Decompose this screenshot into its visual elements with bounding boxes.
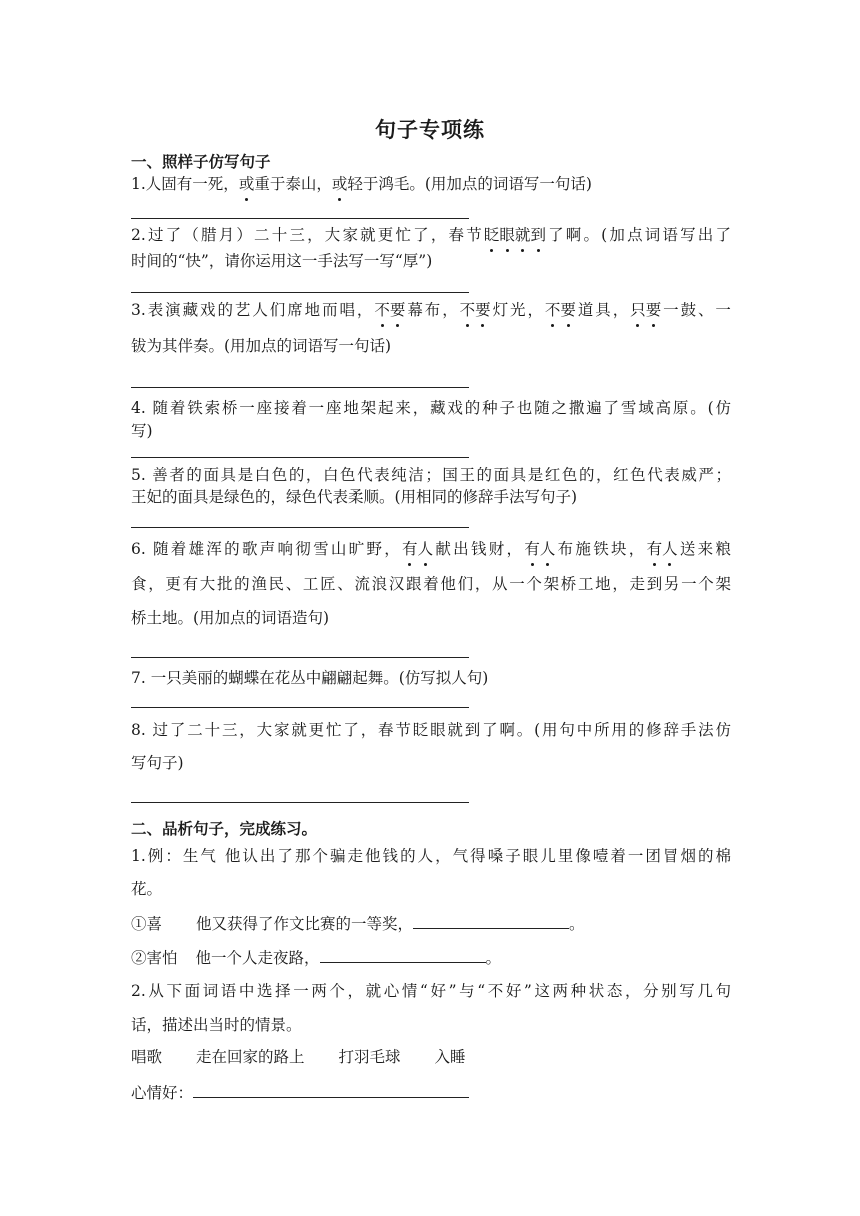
question-3-line1: 3.表演藏戏的艺人们席地而唱，不要幕布，不要灯光，不要道具，只要一鼓、一 — [131, 301, 731, 319]
good-mood-row: 心情好： — [131, 1081, 731, 1104]
question-6-line2: 食，更有大批的渔民、工匠、流浪汉跟着他们，从一个架桥工地，走到另一个架 — [131, 575, 731, 593]
blank-good-mood[interactable] — [193, 1081, 469, 1098]
word-choice: 走在回家的路上 — [196, 1048, 305, 1066]
emphasis-dot: 要 — [645, 301, 662, 319]
emphasis-dot: 只 — [630, 301, 646, 319]
answer-line-2[interactable] — [131, 292, 469, 293]
blank-joy[interactable] — [413, 912, 569, 929]
answer-line-1[interactable] — [131, 218, 469, 219]
emphasis-dot: 要 — [389, 301, 406, 319]
word-choice: 入睡 — [434, 1048, 466, 1066]
question-5-line1: 5. 善者的面具是白色的，白色代表纯洁；国王的面具是红色的，红色代表威严； — [131, 466, 731, 484]
question-4-line1: 4. 随着铁索桥一座接着一座地架起来，藏戏的种子也随之撒遍了雪域高原。(仿 — [131, 399, 731, 417]
word-choice: 唱歌 — [131, 1048, 163, 1066]
question-6-line1: 6. 随着雄浑的歌声响彻雪山旷野，有人献出钱财，有人布施铁块，有人送来粮 — [131, 540, 731, 558]
section2-question-1-line2: 花。 — [131, 880, 163, 898]
answer-line-5[interactable] — [131, 527, 469, 528]
emphasis-dot: 要 — [475, 301, 491, 319]
section1-heading: 一、照样子仿写句子 — [131, 153, 271, 171]
answer-line-4[interactable] — [131, 457, 469, 458]
question-3-line2: 钹为其伴奏。(用加点的词语写一句话) — [131, 337, 392, 355]
question-1: 1.人固有一死，或重于泰山，或轻于鸿毛。(用加点的词语写一句话) — [131, 175, 592, 193]
example-joy: ①喜 他又获得了作文比赛的一等奖， 。 — [131, 912, 731, 935]
page-title: 句子专项练 — [375, 118, 485, 142]
emphasis-dot: 或 — [331, 175, 348, 193]
question-2-line1: 2.过了（腊月）二十三，大家就更忙了，春节眨眼就到了啊。(加点词语写出了 — [131, 226, 731, 244]
answer-line-6[interactable] — [131, 657, 469, 658]
emphasis-dot: 就 — [514, 226, 531, 244]
emphasis-dot: 不 — [374, 301, 390, 319]
section2-question-2-line2: 话，描述出当时的情景。 — [131, 1016, 302, 1034]
question-5-line2: 王妃的面具是绿色的，绿色代表柔顺。(用相同的修辞手法写句子) — [131, 488, 578, 506]
word-choice: 打羽毛球 — [338, 1048, 401, 1066]
emphasis-dot: 人 — [417, 540, 434, 558]
answer-line-3[interactable] — [131, 387, 469, 388]
word-choices — [131, 1046, 731, 1068]
question-8-line1: 8. 过了二十三，大家就更忙了，春节眨眼就到了啊。(用句中所用的修辞手法仿 — [131, 721, 731, 739]
answer-line-7[interactable] — [131, 707, 469, 708]
emphasis-dot: 有 — [524, 540, 540, 558]
example-fear: ②害怕 他一个人走夜路， 。 — [131, 946, 731, 969]
emphasis-dot: 不 — [459, 301, 476, 319]
question-8-line2: 写句子) — [131, 754, 184, 772]
emphasis-dot: 或 — [238, 175, 255, 193]
emphasis-dot: 有 — [646, 540, 663, 558]
emphasis-dot: 有 — [402, 540, 418, 558]
emphasis-dot: 到 — [530, 226, 546, 244]
section2-question-2-line1: 2.从下面词语中选择一两个，就心情“好”与“不好”这两种状态，分别写几句 — [131, 982, 731, 1000]
question-7-line1: 7. 一只美丽的蝴蝶在花丛中翩翩起舞。(仿写拟人句) — [131, 669, 489, 687]
emphasis-dot: 眨 — [483, 226, 500, 244]
blank-fear[interactable] — [320, 946, 486, 963]
emphasis-dot: 不 — [544, 301, 561, 319]
emphasis-dot: 人 — [662, 540, 678, 558]
section2-question-1-line1: 1.例：生气 他认出了那个骗走他钱的人，气得嗓子眼儿里像噎着一团冒烟的棉 — [131, 847, 731, 865]
question-6-line3: 桥土地。(用加点的词语造句) — [131, 609, 330, 627]
question-2-line2: 时间的“快”，请你运用这一手法写一写“厚”) — [131, 252, 433, 270]
emphasis-dot: 眼 — [499, 226, 515, 244]
emphasis-dot: 要 — [560, 301, 576, 319]
section2-heading: 二、品析句子，完成练习。 — [131, 820, 318, 838]
emphasis-dot: 人 — [539, 540, 556, 558]
question-4-line2: 写) — [131, 422, 153, 440]
answer-line-8[interactable] — [131, 802, 469, 803]
